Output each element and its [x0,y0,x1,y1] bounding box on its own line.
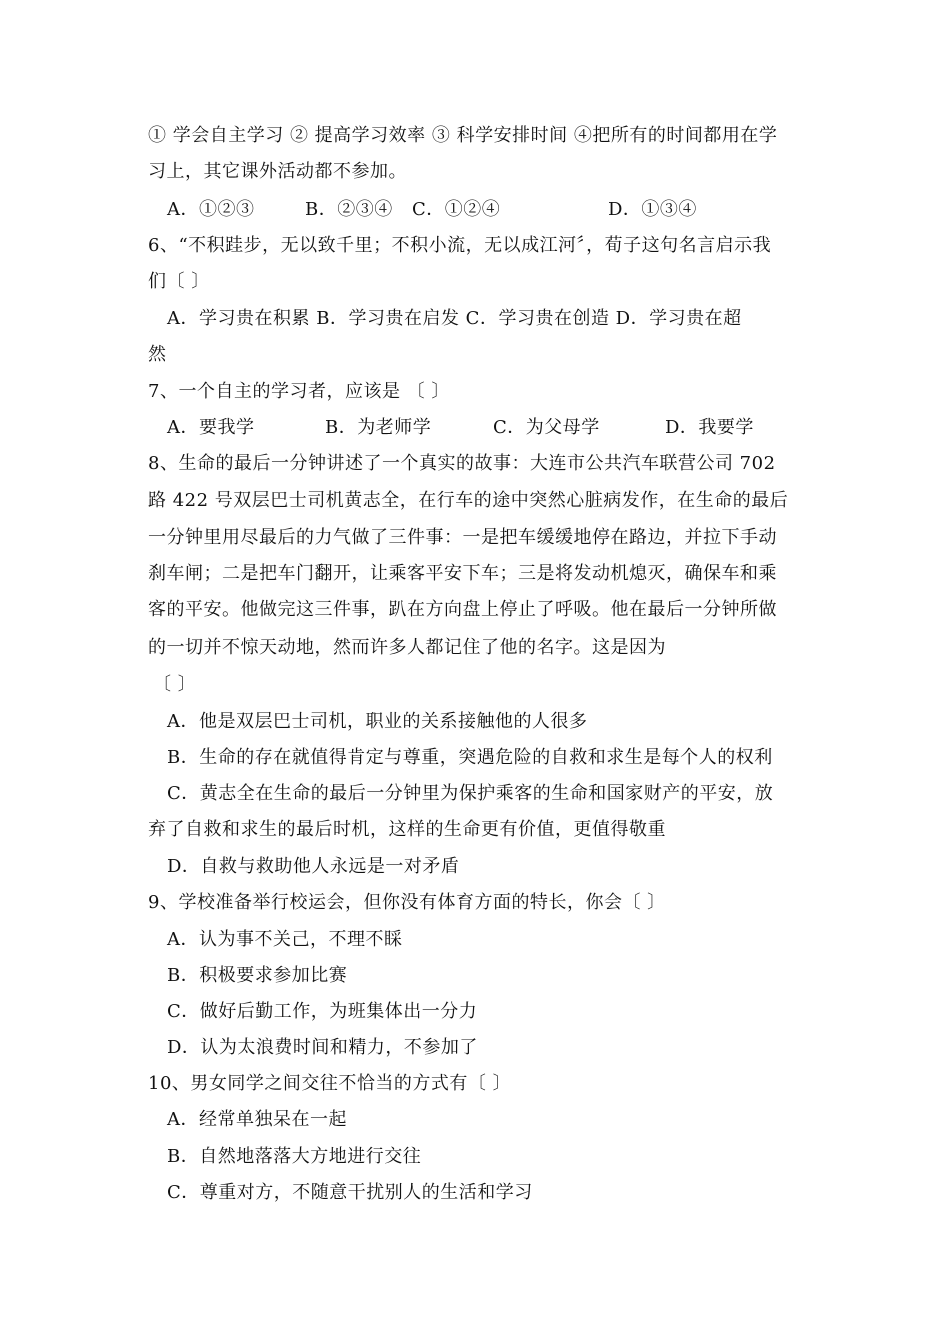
q8-stem-line-4: 刹车闸；二是把车门翻开，让乘客平安下车；三是将发动机熄灭，确保车和乘 [148,563,777,584]
q8-option-c-line-1: C．黄志全在生命的最后一分钟里为保护乘客的生命和国家财产的平安，放 [167,783,774,804]
q5-option-a: A．①②③ [167,199,255,220]
q7-option-c: C．为父母学 [493,417,600,438]
q6-options-wrap: 然 [148,344,167,365]
q9-option-a: A．认为事不关己，不理不睬 [167,929,403,950]
q9-option-d: D．认为太浪费时间和精力，不参加了 [167,1037,478,1058]
q10-option-b: B．自然地落落大方地进行交往 [167,1146,422,1167]
q8-stem-line-3: 一分钟里用尽最后的力气做了三件事：一是把车缓缓地停在路边，并拉下手动 [148,527,777,548]
q9-option-c: C．做好后勤工作，为班集体出一分力 [167,1001,478,1022]
q5-option-d: D．①③④ [608,199,697,220]
q5-choices-line-1: ① 学会自主学习 ② 提高学习效率 ③ 科学安排时间 ④把所有的时间都用在学 [148,125,778,146]
q8-stem-line-5: 客的平安。他做完这三件事，趴在方向盘上停止了呼吸。他在最后一分钟所做 [148,599,777,620]
q8-answer-blank: 〔 〕 [153,674,197,695]
q7-option-a: A．要我学 [167,417,255,438]
q6-stem-line-2: 们〔 〕 [148,271,210,292]
q6-stem-line-1: 6、“不积跬步，无以致千里；不积小流，无以成江河〞，荀子这句名言启示我 [148,235,772,256]
q8-option-c-line-2: 弃了自救和求生的最后时机，这样的生命更有价值，更值得敬重 [148,819,666,840]
q7-stem: 7、一个自主的学习者，应该是 〔 〕 [148,381,450,402]
q9-option-b: B．积极要求参加比赛 [167,965,348,986]
q8-option-b: B．生命的存在就值得肯定与尊重，突遇危险的自救和求生是每个人的权利 [167,747,773,768]
q5-option-b: B．②③④ [305,199,393,220]
q7-option-d: D．我要学 [665,417,754,438]
q8-option-d: D．自救与救助他人永远是一对矛盾 [167,856,460,877]
q6-options-line: A．学习贵在积累 B．学习贵在启发 C．学习贵在创造 D．学习贵在超 [167,308,742,329]
q10-stem: 10、男女同学之间交往不恰当的方式有〔 〕 [148,1073,512,1094]
q10-option-a: A．经常单独呆在一起 [167,1109,347,1130]
q8-stem-line-6: 的一切并不惊天动地，然而许多人都记住了他的名字。这是因为 [148,637,666,658]
q5-option-c: C．①②④ [412,199,501,220]
q10-option-c: C．尊重对方，不随意干扰别人的生活和学习 [167,1182,533,1203]
q7-option-b: B．为老师学 [325,417,432,438]
q8-option-a: A．他是双层巴士司机，职业的关系接触他的人很多 [167,711,588,732]
q5-choices-line-2: 习上，其它课外活动都不参加。 [148,161,407,182]
q8-stem-line-1: 8、生命的最后一分钟讲述了一个真实的故事：大连市公共汽车联营公司 702 [148,453,776,474]
q9-stem: 9、学校准备举行校运会，但你没有体育方面的特长，你会〔 〕 [148,892,666,913]
q8-stem-line-2: 路 422 号双层巴士司机黄志全，在行车的途中突然心脏病发作，在生命的最后 [148,490,789,511]
